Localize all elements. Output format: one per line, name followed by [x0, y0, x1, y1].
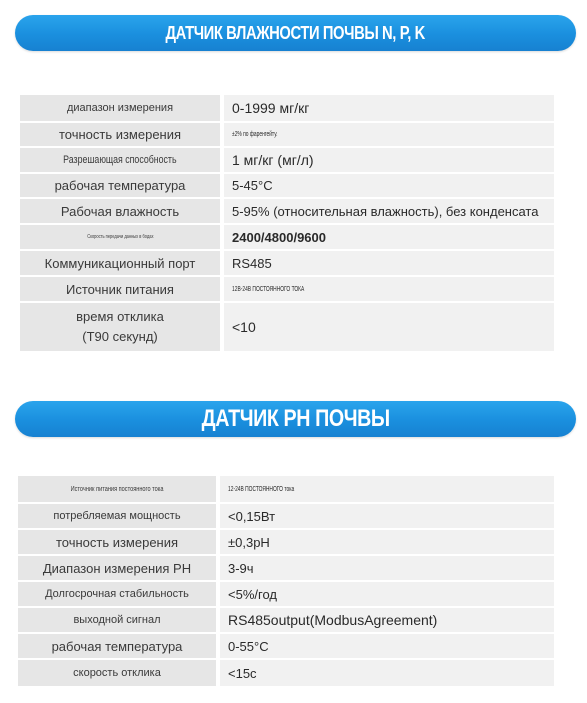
table-row — [18, 608, 554, 632]
spec-label: Долгосрочная стабильность — [18, 582, 220, 606]
spec-label: Источник питания — [20, 277, 224, 301]
spec-label: рабочая температура — [20, 174, 224, 197]
section-banner-ph — [15, 401, 576, 437]
spec-value — [224, 277, 554, 301]
spec-label: рабочая температура — [18, 634, 220, 658]
spec-label: выходной сигнал — [18, 608, 220, 632]
spec-label: точность измерения — [18, 530, 220, 554]
table-row — [18, 634, 554, 658]
spec-label — [20, 303, 224, 351]
table-row — [20, 199, 554, 223]
table-row — [18, 582, 554, 606]
spec-label: диапазон измерения — [20, 95, 224, 121]
spec-value: 2400/4800/9600 — [224, 225, 554, 249]
spec-label: Диапазон измерения PH — [18, 556, 220, 580]
table-row — [20, 123, 554, 146]
spec-value: <15с — [220, 660, 554, 686]
spec-value: 1 мг/кг (мг/л) — [224, 148, 554, 172]
spec-label-line1: время отклика — [76, 309, 164, 324]
table-row — [18, 556, 554, 580]
spec-value: 5-95% (относительная влажность), без конденсата — [224, 199, 554, 223]
spec-value: <0,15Вт — [220, 504, 554, 528]
spec-label-line2: (T90 секунд) — [82, 329, 158, 344]
spec-label-text: Источник питания постоянного тока — [70, 485, 164, 493]
spec-value: 5-45°C — [224, 174, 554, 197]
table-row — [20, 303, 554, 351]
spec-label: Коммуникационный порт — [20, 251, 224, 275]
spec-label-text: Скорость передачи данных в бодах — [86, 234, 154, 240]
spec-value: 0-55°C — [220, 634, 554, 658]
spec-label — [20, 225, 224, 249]
spec-value: <10 — [224, 303, 554, 351]
section-title-ph: ДАТЧИК PH ПОЧВЫ — [201, 405, 390, 432]
table-row — [20, 148, 554, 172]
table-row — [20, 174, 554, 197]
spec-value: RS485output(ModbusAgreement) — [220, 608, 554, 632]
table-row — [18, 504, 554, 528]
spec-table-npk — [20, 93, 554, 353]
spec-value: <5%/год — [220, 582, 554, 606]
spec-value-text: 12В-24В ПОСТОЯННОГО ТОКА — [232, 285, 305, 293]
spec-value: RS485 — [224, 251, 554, 275]
section-title-npk: ДАТЧИК ВЛАЖНОСТИ ПОЧВЫ N, P, K — [165, 22, 426, 43]
spec-value-text: ±2% по фаренгейту. — [232, 131, 278, 138]
spec-value — [224, 123, 554, 146]
table-row — [20, 95, 554, 121]
spec-label — [20, 148, 224, 172]
spec-label: Рабочая влажность — [20, 199, 224, 223]
spec-label: потребляемая мощность — [18, 504, 220, 528]
spec-value-text: 12-24В ПОСТОЯННОГО тока — [228, 485, 295, 493]
section-banner-npk — [15, 15, 576, 51]
table-row — [20, 277, 554, 301]
spec-label: точность измерения — [20, 123, 224, 146]
spec-label: скорость отклика — [18, 660, 220, 686]
spec-label — [18, 476, 220, 502]
table-row — [18, 476, 554, 502]
table-row — [18, 660, 554, 686]
spec-value — [220, 476, 554, 502]
spec-value: ±0,3pH — [220, 530, 554, 554]
spec-value: 3-9ч — [220, 556, 554, 580]
table-row — [20, 251, 554, 275]
spec-table-ph — [18, 474, 554, 688]
table-row — [18, 530, 554, 554]
table-row — [20, 225, 554, 249]
spec-value: 0-1999 мг/кг — [224, 95, 554, 121]
spec-label-text: Разрешающая способность — [63, 154, 177, 166]
